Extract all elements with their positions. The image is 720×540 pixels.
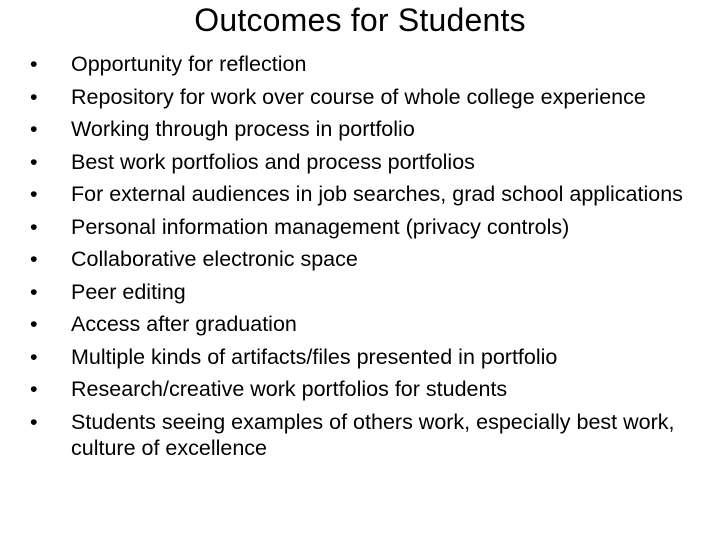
bullet-text: Access after graduation xyxy=(71,312,297,336)
bullet-text: Working through process in portfolio xyxy=(71,117,415,141)
bullet-icon: • xyxy=(30,344,38,369)
bullet-icon: • xyxy=(30,377,38,401)
bullet-item xyxy=(30,149,690,175)
bullet-item xyxy=(30,116,690,142)
bullet-item xyxy=(30,344,690,370)
bullet-item xyxy=(30,279,690,305)
bullet-text: Students seeing examples of others work, especially best work, culture of excellence xyxy=(71,409,675,460)
bullet-text: Repository for work over course of whole college experience xyxy=(71,84,646,109)
bullet-text: Peer editing xyxy=(71,279,186,304)
bullet-text: Collaborative electronic space xyxy=(71,247,358,271)
bullet-icon: • xyxy=(30,214,38,239)
bullet-item xyxy=(30,51,690,77)
bullet-icon: • xyxy=(30,117,38,141)
bullet-icon: • xyxy=(30,149,38,174)
bullet-text: Multiple kinds of artifacts/files presented in portfolio xyxy=(71,344,558,369)
bullet-icon: • xyxy=(30,52,38,76)
bullet-text: Research/creative work portfolios for students xyxy=(71,377,508,401)
bullet-icon: • xyxy=(30,312,38,336)
bullet-text: Personal information management (privacy controls) xyxy=(71,214,570,239)
bullet-text: For external audiences in job searches, grad school applications xyxy=(71,182,683,206)
bullet-text: Best work portfolios and process portfolios xyxy=(71,149,475,174)
bullet-item xyxy=(30,181,690,207)
bullet-item xyxy=(30,84,690,110)
bullet-item xyxy=(30,214,690,240)
bullet-item xyxy=(30,376,690,402)
bullet-icon: • xyxy=(30,84,38,109)
bullet-item xyxy=(30,246,690,272)
bullet-text: Opportunity for reflection xyxy=(71,52,307,76)
slide-title: Outcomes for Students xyxy=(194,2,526,38)
bullet-list xyxy=(30,51,690,467)
bullet-item xyxy=(30,409,690,461)
bullet-icon: • xyxy=(30,247,38,271)
bullet-icon: • xyxy=(30,182,38,206)
bullet-item xyxy=(30,311,690,337)
bullet-icon: • xyxy=(30,279,38,304)
bullet-icon: • xyxy=(30,409,38,434)
